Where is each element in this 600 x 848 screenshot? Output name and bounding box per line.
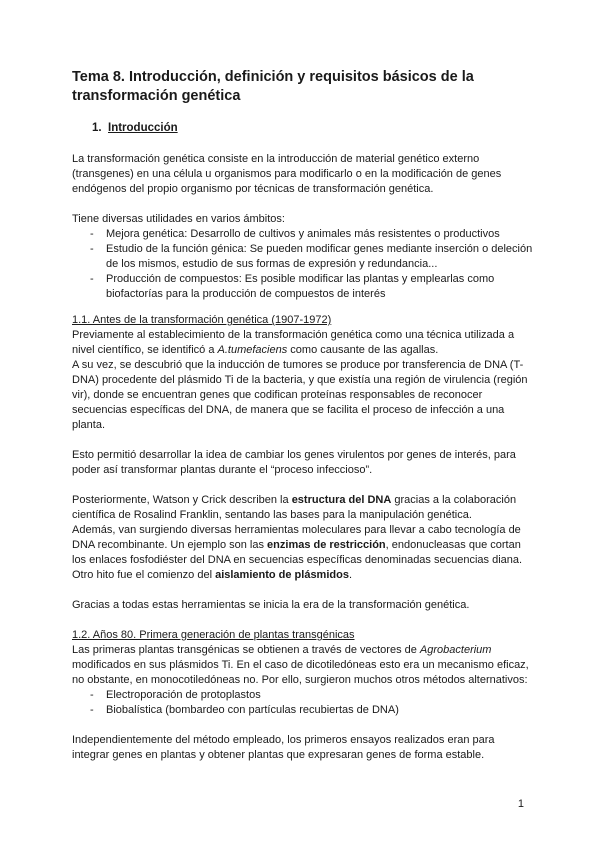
section-label: Introducción xyxy=(108,122,178,134)
list-item: - Estudio de la función génica: Se pueden modificar genes mediante inserción o deleción de los mismos, estudio de sus formas de expresión y redundancia... xyxy=(72,242,534,272)
subsection-heading-1-1: 1.1. Antes de la transformación genética (1907-1972) xyxy=(72,314,332,326)
paragraph-watson-crick: Posteriormente, Watson y Crick describen la estructura del DNA gracias a la colaboración científica de Rosalind Franklin, sentando las bases para la manipulación genética. xyxy=(72,494,517,521)
section-number: 1. xyxy=(92,122,102,134)
intro-paragraph: La transformación genética consiste en la introducción de material genético externo (transgenes) en una célula u organismos para modificarlo o en la modificación de genes endógenos del propio organismo por técnicas de transformación genética. xyxy=(72,153,502,195)
paragraph-tdna: A su vez, se descubrió que la inducción de tumores se produce por transferencia de DNA (T-DNA) procedente del plásmido Ti de la bacteria, y que existía una región de virulencia (región vir), donde se encuentran genes que codifican proteínas responsables de reconocer secuencias específicas del DNA, de manera que se facilita el proceso de infección a una planta. xyxy=(72,359,528,431)
list-item: - Electroporación de protoplastos xyxy=(72,688,534,703)
list-item: - Biobalística (bombardeo con partículas recubiertas de DNA) xyxy=(72,703,534,718)
paragraph-restriction: Además, van surgiendo diversas herramientas moleculares para llevar a cabo tecnología de DNA recombinante. Un ejemplo son las enzimas de restricción, endonucleasas que cortan los enlaces fosfodiéster del DNA en secuencias específicas denominadas secuencias diana. xyxy=(72,524,523,566)
page-number: 1 xyxy=(517,798,524,810)
list-item: - Producción de compuestos: Es posible modificar las plantas y emplearlas como biofactorías para la producción de compuestos de interés xyxy=(72,272,534,302)
document-title: Tema 8. Introducción, definición y requisitos básicos de la transformación genética xyxy=(72,69,474,104)
paragraph-idea: Esto permitió desarrollar la idea de cambiar los genes virulentos por genes de interés, para poder así transformar plantas durante el “proceso infeccioso”. xyxy=(72,449,516,476)
subsection-heading-1-2: 1.2. Años 80. Primera generación de plantas transgénicas xyxy=(72,629,355,641)
document-page xyxy=(72,68,534,763)
paragraph-agrobacterium: Las primeras plantas transgénicas se obtienen a través de vectores de Agrobacterium modificados en sus plásmidos Ti. En el caso de dicotiledóneas esto era un mecanismo eficaz, no obstante, en monocotiledóneas no. Por ello, surgieron muchos otros métodos alternativos: xyxy=(72,644,529,686)
list-item: - Mejora genética: Desarrollo de cultivos y animales más resistentes o productivos xyxy=(72,227,534,242)
paragraph-tumefaciens: Previamente al establecimiento de la transformación genética como una técnica utilizada a nivel científico, se identificó a A.tumefaciens como causante de las agallas. xyxy=(72,329,515,356)
section-heading-introduccion xyxy=(92,122,534,134)
paragraph-independent: Independientemente del método empleado, los primeros ensayos realizados eran para integrar genes en plantas y obtener plantas que expresaran genes de forma estable. xyxy=(72,734,495,761)
paragraph-era: Gracias a todas estas herramientas se inicia la era de la transformación genética. xyxy=(72,599,470,611)
paragraph-plasmids: Otro hito fue el comienzo del aislamiento de plásmidos. xyxy=(72,569,353,581)
uses-intro: Tiene diversas utilidades en varios ámbitos: xyxy=(72,213,285,225)
uses-list xyxy=(72,227,534,302)
methods-list xyxy=(72,688,534,718)
